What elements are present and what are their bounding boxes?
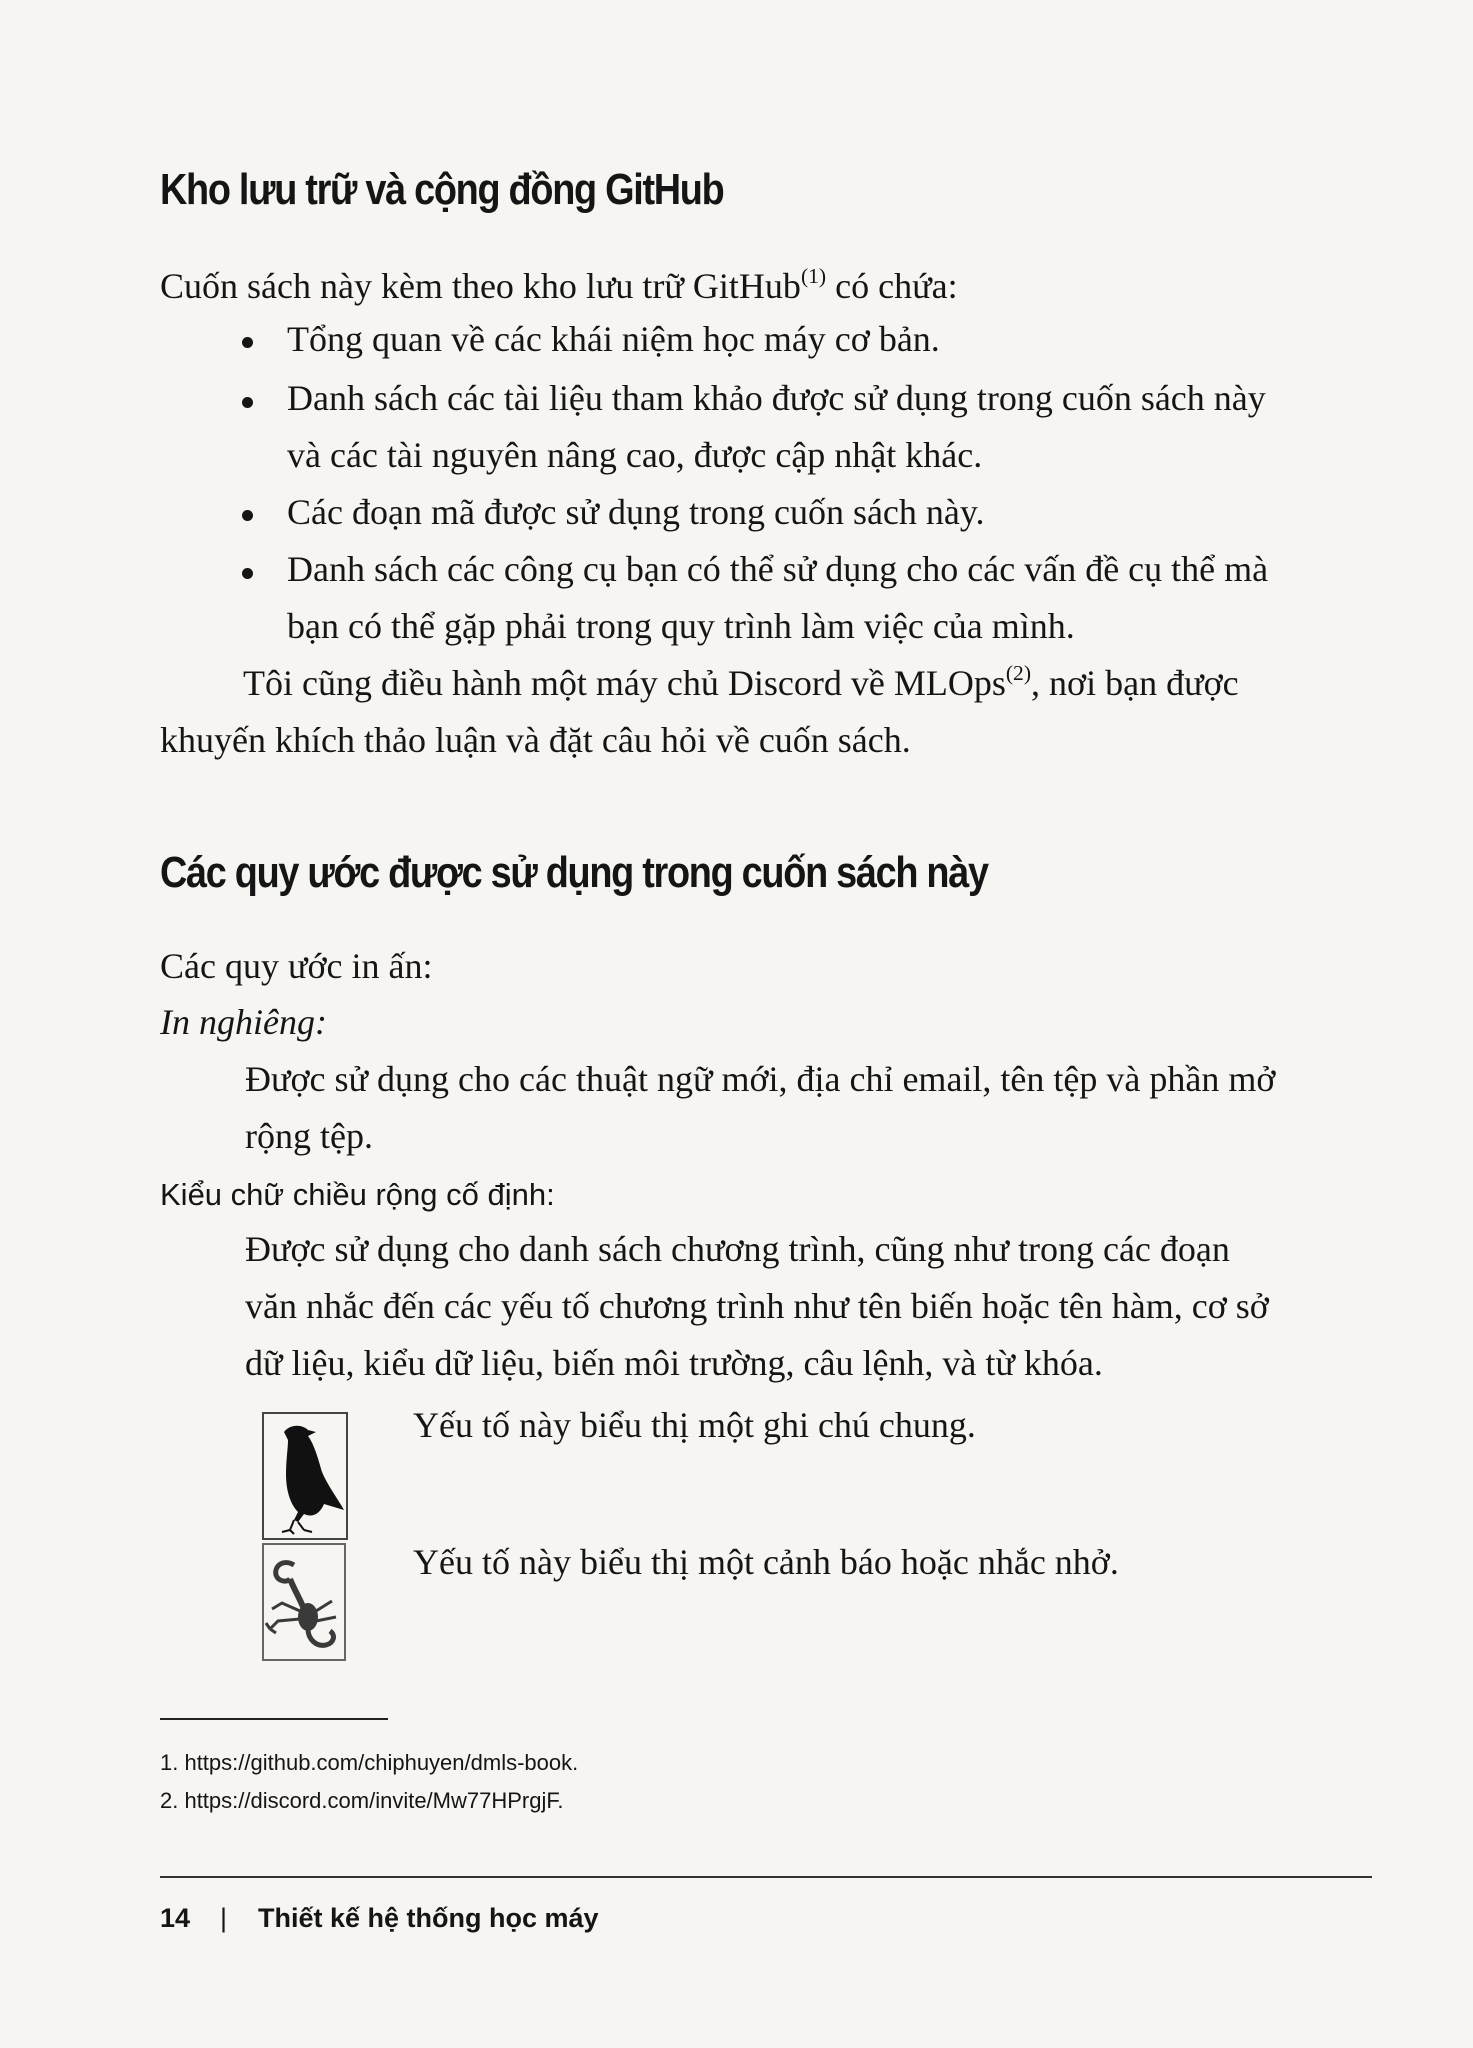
warning-icon-frame bbox=[262, 1543, 346, 1661]
github-intro-tail: có chứa: bbox=[826, 266, 958, 306]
discord-paragraph-line-2: khuyến khích thảo luận và đặt câu hỏi về cuốn sách. bbox=[160, 720, 911, 760]
section-heading-github: Kho lưu trữ và cộng đồng GitHub bbox=[160, 165, 724, 214]
bullet-dot bbox=[242, 337, 253, 348]
footnote-1: 1. https://github.com/chiphuyen/dmls-book. bbox=[160, 1750, 579, 1775]
note-icon-frame bbox=[262, 1412, 348, 1540]
italic-desc-line-1: Được sử dụng cho các thuật ngữ mới, địa chỉ email, tên tệp và phần mở bbox=[245, 1059, 1276, 1099]
note-text: Yếu tố này biểu thị một ghi chú chung. bbox=[413, 1405, 976, 1445]
footnote-ref-2: (2) bbox=[1005, 660, 1032, 685]
monospace-label: Kiểu chữ chiều rộng cố định: bbox=[160, 1177, 555, 1212]
bullet-item-1: Tổng quan về các khái niệm học máy cơ bản. bbox=[287, 319, 940, 359]
mono-desc-line-1: Được sử dụng cho danh sách chương trình, cũng như trong các đoạn bbox=[245, 1229, 1230, 1269]
bullet-item-4-line-1: Danh sách các công cụ bạn có thể sử dụng cho các vấn đề cụ thể mà bbox=[287, 549, 1269, 589]
bullet-item-3: Các đoạn mã được sử dụng trong cuốn sách này. bbox=[287, 492, 985, 532]
github-intro bbox=[160, 265, 958, 307]
footer-book-title: Thiết kế hệ thống học máy bbox=[258, 1903, 599, 1933]
scorpion-icon bbox=[264, 1545, 344, 1659]
discord-text: Tôi cũng điều hành một máy chủ Discord về MLOps bbox=[243, 663, 1006, 703]
mono-desc-line-2: văn nhắc đến các yếu tố chương trình như tên biến hoặc tên hàm, cơ sở bbox=[245, 1286, 1269, 1326]
bullet-dot bbox=[242, 568, 253, 579]
footnote-divider bbox=[160, 1718, 388, 1720]
bullet-dot bbox=[242, 397, 253, 408]
discord-paragraph-line-1 bbox=[243, 662, 1239, 704]
bullet-item-4-line-2: bạn có thể gặp phải trong quy trình làm việc của mình. bbox=[287, 606, 1075, 646]
warning-text: Yếu tố này biểu thị một cảnh báo hoặc nhắc nhở. bbox=[413, 1542, 1119, 1582]
footnote-2: 2. https://discord.com/invite/Mw77HPrgjF. bbox=[160, 1788, 564, 1813]
typography-label: Các quy ước in ấn: bbox=[160, 946, 433, 986]
discord-tail: , nơi bạn được bbox=[1031, 663, 1239, 703]
crow-icon bbox=[264, 1414, 346, 1538]
italic-desc-line-2: rộng tệp. bbox=[245, 1116, 373, 1156]
bullet-item-2-line-1: Danh sách các tài liệu tham khảo được sử dụng trong cuốn sách này bbox=[287, 378, 1266, 418]
bullet-item-2-line-2: và các tài nguyên nâng cao, được cập nhật khác. bbox=[287, 435, 983, 475]
section-heading-conventions: Các quy ước được sử dụng trong cuốn sách này bbox=[160, 848, 988, 897]
footer-separator: | bbox=[220, 1903, 228, 1933]
github-intro-text: Cuốn sách này kèm theo kho lưu trữ GitHub bbox=[160, 266, 801, 306]
italic-label: In nghiêng: bbox=[160, 1002, 327, 1042]
footer-divider bbox=[160, 1876, 1372, 1878]
bullet-dot bbox=[242, 510, 253, 521]
footnote-ref-1: (1) bbox=[800, 263, 827, 288]
mono-desc-line-3: dữ liệu, kiểu dữ liệu, biến môi trường, câu lệnh, và từ khóa. bbox=[245, 1343, 1103, 1383]
page-number: 14 bbox=[160, 1903, 191, 1933]
